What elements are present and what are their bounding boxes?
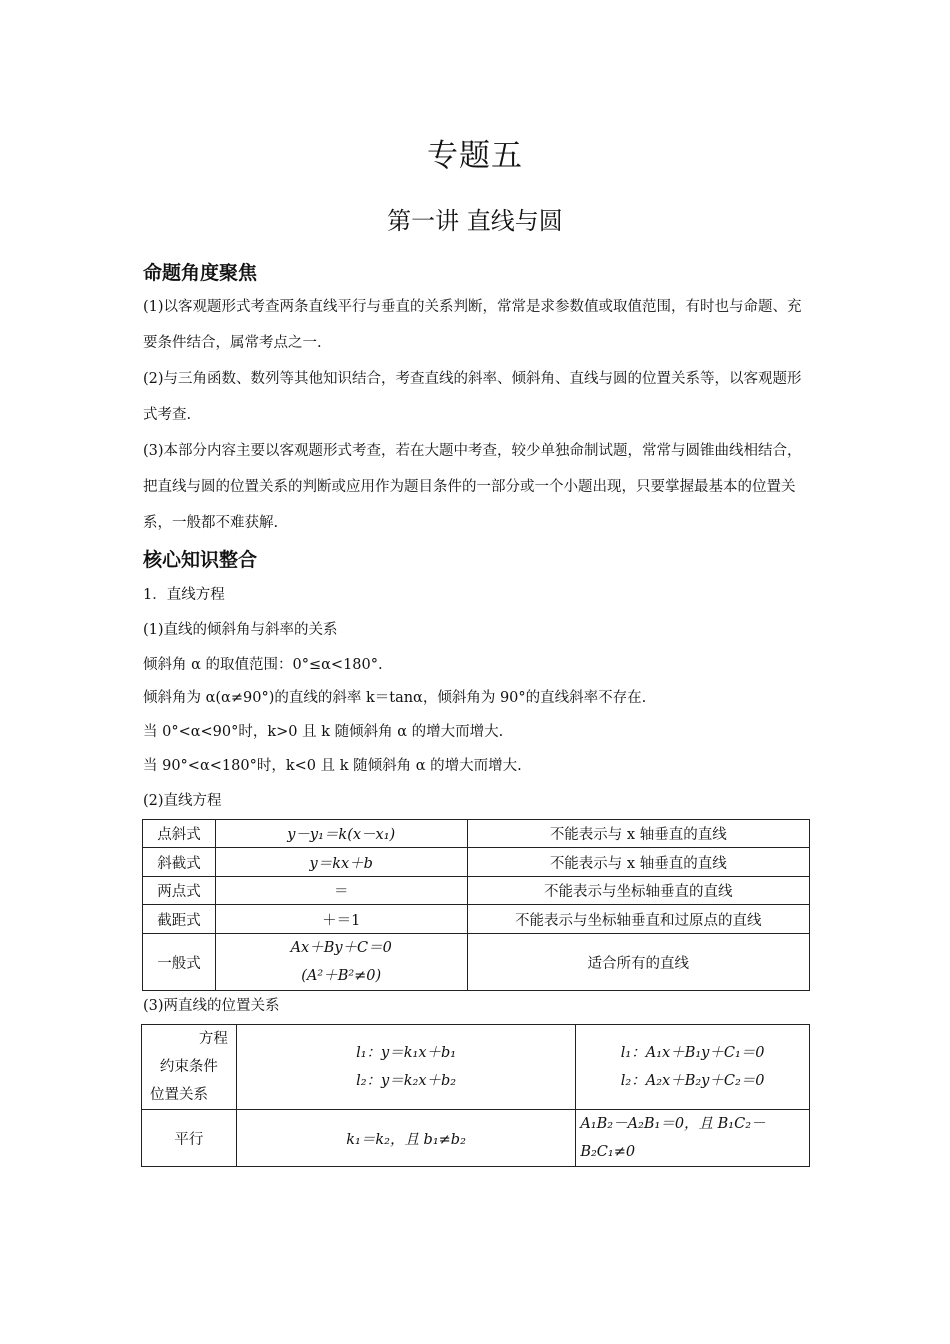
corner-label-equation: 方程 bbox=[198, 1031, 228, 1047]
formula-line: Ax＋By＋C＝0 bbox=[290, 940, 392, 956]
table-corner-cell bbox=[142, 1025, 237, 1110]
text-line-1: 倾斜角 α 的取值范围：0°≤α<180°. bbox=[143, 657, 383, 673]
table-row bbox=[143, 905, 810, 934]
table-header-slope-form bbox=[236, 1025, 575, 1110]
table-cell-name: 截距式 bbox=[143, 905, 216, 934]
table-row bbox=[143, 848, 810, 877]
item-1: 1．直线方程 bbox=[143, 587, 225, 603]
table-row bbox=[143, 934, 810, 991]
paragraph-3: (3)本部分内容主要以客观题形式考查，若在大题中考查，较少单独命制试题，常常与圆锥曲线相结合，把直线与圆的位置关系的判断或应用作为题目条件的一部分或一个小题出现，只要掌握最基本的位置关系，一般都不难获解. bbox=[143, 443, 802, 531]
table-cell-formula: y－y₁＝k(x－x₁) bbox=[215, 820, 467, 848]
general-condition-line2: B₂C₁≠0 bbox=[580, 1144, 636, 1160]
corner-label-relation: 位置关系 bbox=[150, 1087, 208, 1103]
general-condition-line1: A₁B₂－A₂B₁＝0，且 B₁C₂－ bbox=[580, 1116, 766, 1132]
table-row bbox=[142, 1110, 810, 1167]
section-heading-knowledge: 核心知识整合 bbox=[143, 549, 258, 571]
table-cell-slope-condition: k₁＝k₂，且 b₁≠b₂ bbox=[236, 1110, 575, 1167]
general-form-line2: l₂：A₂x＋B₂y＋C₂＝0 bbox=[620, 1073, 765, 1089]
table-cell-note: 不能表示与坐标轴垂直和过原点的直线 bbox=[467, 905, 809, 934]
corner-label-constraint: 约束条件 bbox=[159, 1059, 218, 1075]
line-equation-table bbox=[142, 819, 810, 991]
slope-form-line1: l₁：y＝k₁x＋b₁ bbox=[356, 1045, 457, 1061]
table-header-general-form bbox=[576, 1025, 810, 1110]
table-cell-name: 两点式 bbox=[143, 877, 216, 905]
table-cell-formula bbox=[215, 934, 467, 991]
table-cell-general-condition bbox=[576, 1110, 810, 1167]
text-line-4: 当 90°<α<180°时，k<0 且 k 随倾斜角 α 的增大而增大. bbox=[143, 758, 522, 774]
table-cell-formula: y＝kx＋b bbox=[215, 848, 467, 877]
table-row bbox=[143, 877, 810, 905]
paragraph-2: (2)与三角函数、数列等其他知识结合，考查直线的斜率、倾斜角、直线与圆的位置关系等，以客观题形式考查. bbox=[143, 371, 802, 423]
slope-form-line2: l₂：y＝k₂x＋b₂ bbox=[356, 1073, 457, 1089]
formula-condition: (A²＋B²≠0) bbox=[301, 968, 382, 984]
text-line-2: 倾斜角为 α(α≠90°)的直线的斜率 k＝tanα，倾斜角为 90°的直线斜率不存在. bbox=[143, 690, 647, 706]
table-row bbox=[143, 820, 810, 848]
text-line-3: 当 0°<α<90°时，k>0 且 k 随倾斜角 α 的增大而增大. bbox=[143, 724, 504, 740]
table-cell-formula: ＝ bbox=[215, 877, 467, 905]
subheading-3: (3)两直线的位置关系 bbox=[143, 998, 280, 1014]
subheading-2: (2)直线方程 bbox=[143, 793, 222, 809]
section-heading-focus: 命题角度聚焦 bbox=[143, 262, 258, 284]
paragraph-1: (1)以客观题形式考查两条直线平行与垂直的关系判断，常常是求参数值或取值范围，有时也与命题、充要条件结合，属常考点之一. bbox=[143, 299, 802, 351]
table-cell-note: 不能表示与 x 轴垂直的直线 bbox=[467, 848, 809, 877]
line-relation-table bbox=[141, 1024, 810, 1167]
table-cell-name: 斜截式 bbox=[143, 848, 216, 877]
table-cell-note: 不能表示与 x 轴垂直的直线 bbox=[467, 820, 809, 848]
table-cell-relation: 平行 bbox=[142, 1110, 237, 1167]
table-cell-name: 一般式 bbox=[143, 934, 216, 991]
lecture-subtitle: 第一讲 直线与圆 bbox=[387, 207, 563, 235]
table-cell-note: 不能表示与坐标轴垂直的直线 bbox=[467, 877, 809, 905]
table-header-row bbox=[142, 1025, 810, 1110]
table-cell-formula: ＋＝1 bbox=[215, 905, 467, 934]
page-title: 专题五 bbox=[427, 138, 523, 174]
subheading-1: (1)直线的倾斜角与斜率的关系 bbox=[143, 622, 338, 638]
general-form-line1: l₁：A₁x＋B₁y＋C₁＝0 bbox=[620, 1045, 765, 1061]
table-cell-note: 适合所有的直线 bbox=[467, 934, 809, 991]
table-cell-name: 点斜式 bbox=[143, 820, 216, 848]
